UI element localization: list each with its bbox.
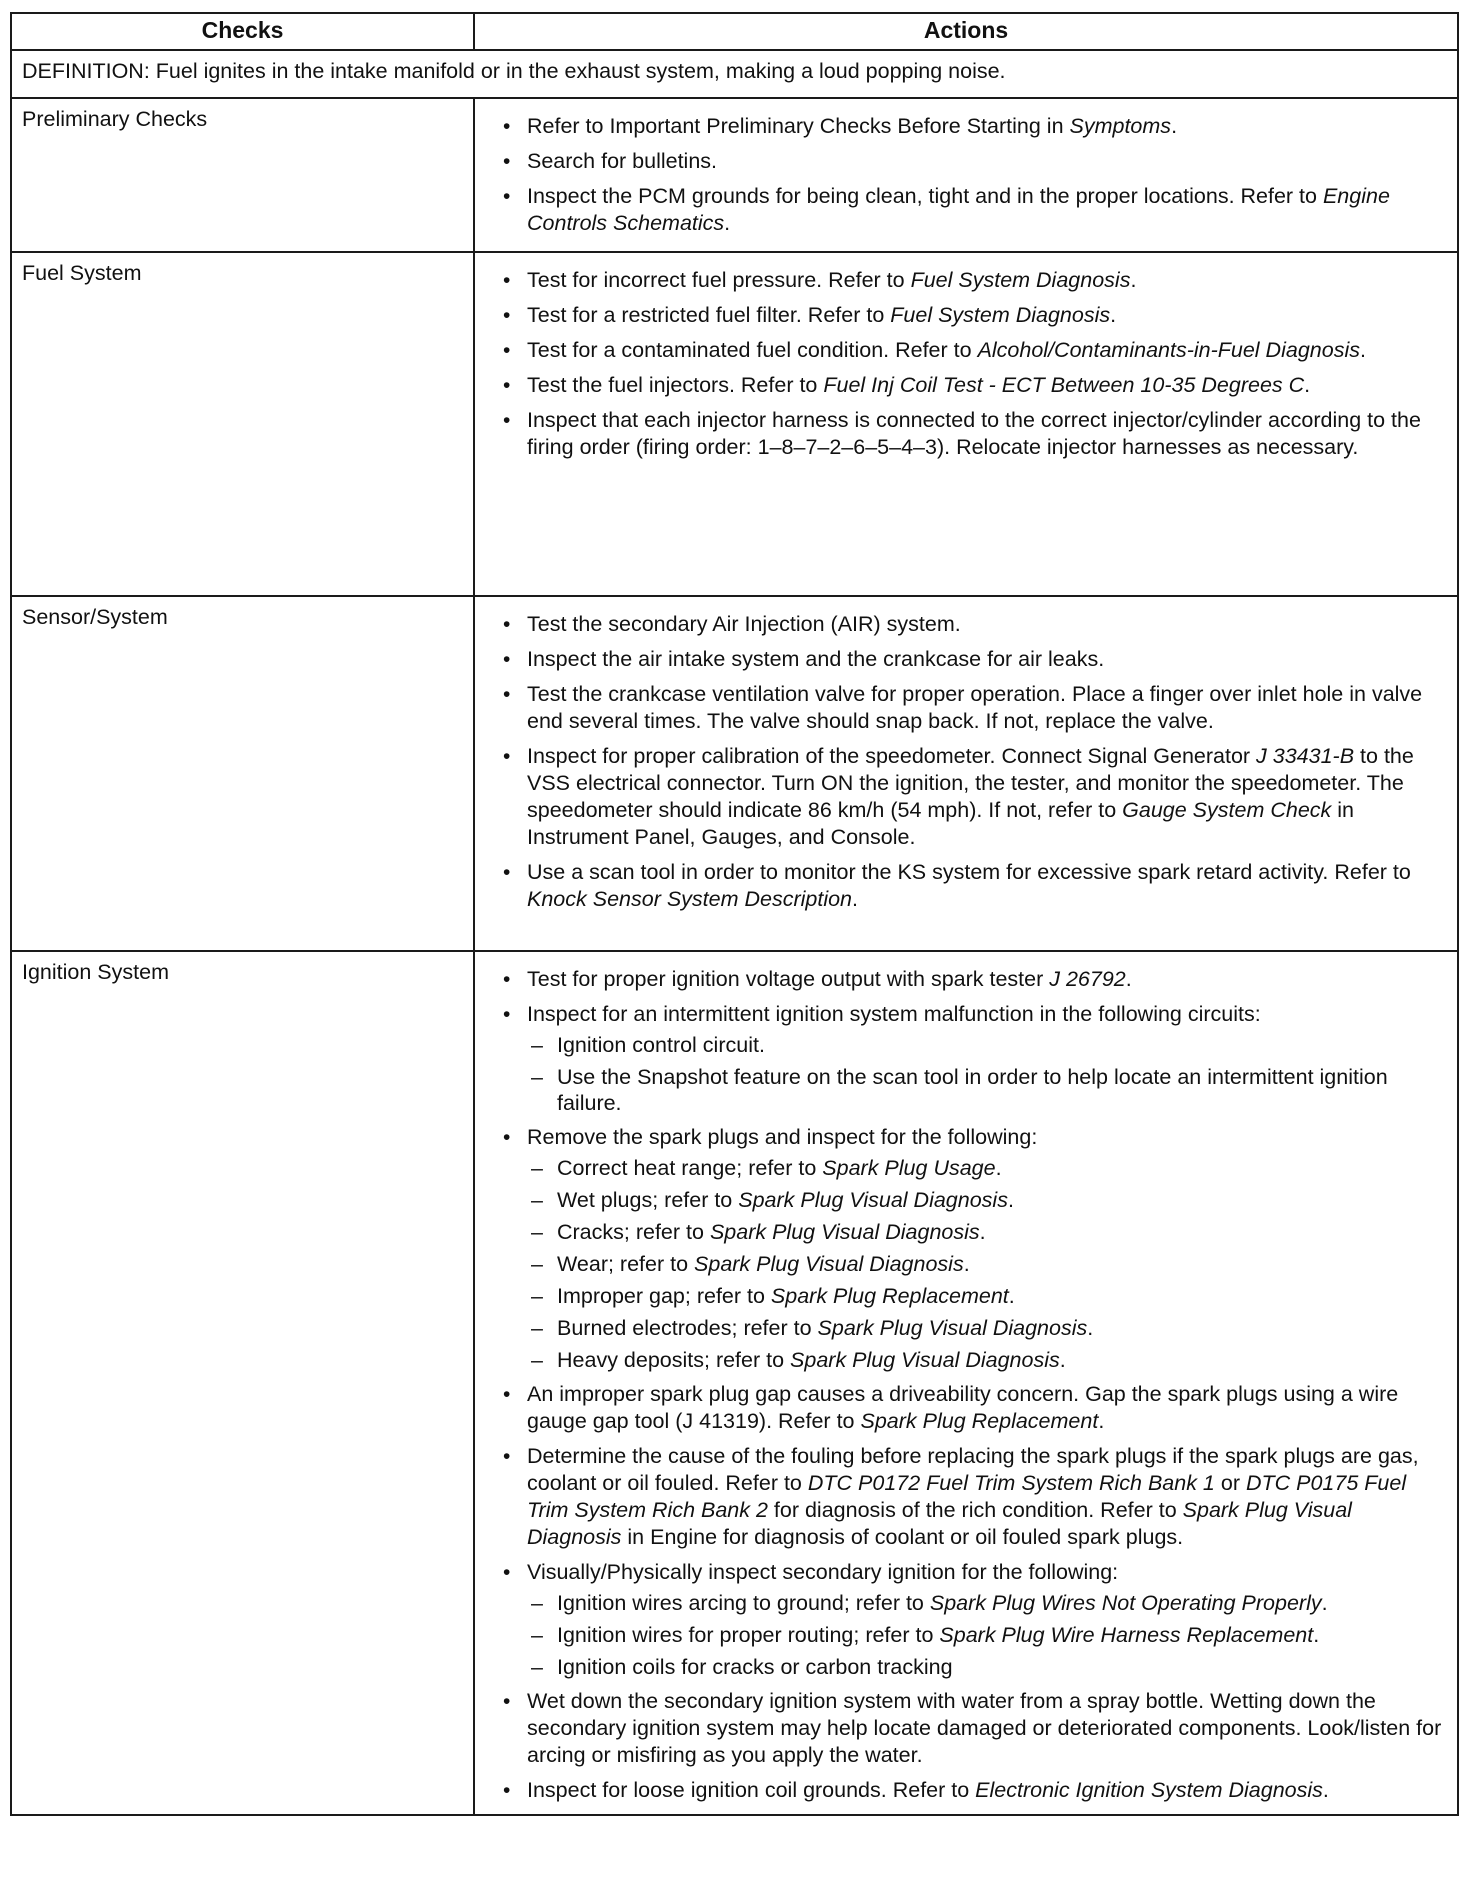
check-cell: Preliminary Checks	[11, 98, 474, 252]
action-text: Inspect for an intermittent ignition system malfunction in the following circuits:	[527, 1002, 1261, 1026]
action-text: in Instrument Panel, Gauges, and Console.	[527, 798, 1354, 849]
action-text: Inspect for loose ignition coil grounds. Refer to	[527, 1778, 976, 1802]
action-item	[499, 113, 1449, 140]
action-text: Determine the cause of the fouling before replacing the spark plugs if the spark plugs are gas, coolant or oil fouled. Refer to	[527, 1444, 1419, 1495]
sub-action-item	[527, 1219, 1449, 1245]
action-text: Test for incorrect fuel pressure. Refer to	[527, 268, 911, 292]
action-item	[499, 859, 1449, 913]
sub-action-item	[527, 1064, 1449, 1116]
action-text: for diagnosis of the rich condition. Refer to	[767, 1498, 1183, 1522]
action-item	[499, 183, 1449, 237]
action-text: Wear; refer to	[557, 1252, 695, 1276]
action-text: Visually/Physically inspect secondary ignition for the following:	[527, 1560, 1119, 1584]
action-text: or	[1214, 1471, 1246, 1495]
reference-link-text: J 33431-B	[1256, 744, 1355, 768]
reference-link-text: Electronic Ignition System Diagnosis	[975, 1778, 1323, 1802]
reference-link-text: Knock Sensor System Description	[527, 887, 853, 911]
checks-column-header: Checks	[11, 13, 474, 50]
sub-action-item	[527, 1590, 1449, 1616]
diagnostic-table-container	[10, 12, 1457, 1816]
sub-action-item	[527, 1155, 1449, 1181]
check-cell: Sensor/System	[11, 596, 474, 951]
sub-action-item	[527, 1187, 1449, 1213]
reference-link-text: Gauge System Check	[1122, 798, 1332, 822]
action-item	[499, 743, 1449, 851]
action-text: .	[995, 1156, 1002, 1180]
action-item	[499, 646, 1449, 673]
action-text: Inspect the PCM grounds for being clean, tight and in the proper locations. Refer to	[527, 184, 1323, 208]
action-text: Test for proper ignition voltage output with spark tester	[527, 967, 1050, 991]
action-text: Improper gap; refer to	[557, 1284, 771, 1308]
sub-action-item	[527, 1283, 1449, 1309]
action-text: .	[1125, 967, 1132, 991]
action-item	[499, 1559, 1449, 1680]
action-item	[499, 1443, 1449, 1551]
sub-action-item	[527, 1032, 1449, 1058]
reference-link-text: Fuel System Diagnosis	[910, 268, 1131, 292]
action-text: Test for a restricted fuel filter. Refer to	[527, 303, 891, 327]
action-text: Remove the spark plugs and inspect for the following:	[527, 1125, 1038, 1149]
action-text: Test the secondary Air Injection (AIR) system.	[527, 612, 961, 636]
action-item	[499, 1381, 1449, 1435]
actions-cell	[474, 252, 1458, 596]
action-item	[499, 337, 1449, 364]
action-text: .	[1359, 338, 1366, 362]
definition-row	[11, 50, 1458, 98]
reference-link-text: Spark Plug Replacement	[770, 1284, 1009, 1308]
action-text: .	[1007, 1188, 1014, 1212]
action-text: .	[1110, 303, 1117, 327]
sub-action-list	[527, 1032, 1449, 1116]
actions-column-header: Actions	[474, 13, 1458, 50]
check-cell: Fuel System	[11, 252, 474, 596]
action-list	[499, 966, 1449, 1804]
action-text: Wet plugs; refer to	[557, 1188, 739, 1212]
definition-text: DEFINITION: Fuel ignites in the intake manifold or in the exhaust system, making a loud popping noise.	[11, 50, 1458, 98]
action-text: Cracks; refer to	[557, 1220, 710, 1244]
action-text: .	[724, 211, 731, 235]
reference-link-text: Symptoms	[1069, 114, 1172, 138]
table-row	[11, 252, 1458, 596]
action-text: Search for bulletins.	[527, 149, 718, 173]
reference-link-text: Engine Controls Schematics	[527, 184, 1390, 235]
table-row	[11, 951, 1458, 1815]
action-item	[499, 267, 1449, 294]
action-text: Wet down the secondary ignition system with water from a spray bottle. Wetting down the secondary ignition system may help locate damaged or deteriorated components. Look/listen for arcing or misfiring as you apply the water.	[527, 1689, 1442, 1767]
action-text: Use the Snapshot feature on the scan tool in order to help locate an intermittent ignition failure.	[557, 1065, 1388, 1115]
reference-link-text: Alcohol/Contaminants-in-Fuel Diagnosis	[977, 338, 1360, 362]
reference-link-text: Spark Plug Visual Diagnosis	[709, 1220, 980, 1244]
action-item	[499, 1124, 1449, 1373]
reference-link-text: Spark Plug Usage	[822, 1156, 996, 1180]
reference-link-text: Spark Plug Visual Diagnosis	[694, 1252, 964, 1276]
sub-action-list	[527, 1155, 1449, 1373]
sub-action-item	[527, 1347, 1449, 1373]
diagnostic-table	[10, 12, 1459, 1816]
action-item	[499, 681, 1449, 735]
action-text: Inspect that each injector harness is connected to the correct injector/cylinder according to the firing order (firing order: 1–8–7–2–6–5–4–3). Relocate injector harnesses as necessary.	[527, 408, 1421, 459]
check-cell: Ignition System	[11, 951, 474, 1815]
action-text: .	[1059, 1348, 1066, 1372]
actions-cell	[474, 951, 1458, 1815]
reference-link-text: J 26792	[1049, 967, 1126, 991]
action-text: .	[979, 1220, 986, 1244]
action-text: An improper spark plug gap causes a driveability concern. Gap the spark plugs using a wire gauge gap tool (J 41319). Refer to	[527, 1382, 1399, 1433]
action-text: to the VSS electrical connector. Turn ON the ignition, the tester, and monitor the speedometer. The speedometer should indicate 86 km/h (54 mph). If not, refer to	[527, 744, 1414, 822]
reference-link-text: Fuel System Diagnosis	[890, 303, 1111, 327]
action-text: Use a scan tool in order to monitor the KS system for excessive spark retard activity. Refer to	[527, 860, 1411, 884]
action-text: .	[963, 1252, 970, 1276]
reference-link-text: Spark Plug Visual Diagnosis	[817, 1316, 1088, 1340]
sub-action-item	[527, 1251, 1449, 1277]
action-text: Refer to Important Preliminary Checks Before Starting in	[527, 114, 1070, 138]
action-list	[499, 611, 1449, 913]
action-item	[499, 407, 1449, 461]
action-text: Ignition coils for cracks or carbon tracking	[557, 1655, 953, 1679]
action-text: .	[1087, 1316, 1094, 1340]
reference-link-text: Spark Plug Wire Harness Replacement	[939, 1623, 1314, 1647]
action-text: .	[1313, 1623, 1320, 1647]
action-text: .	[1008, 1284, 1015, 1308]
action-text: Ignition wires arcing to ground; refer to	[557, 1591, 930, 1615]
actions-cell	[474, 596, 1458, 951]
action-text: Test for a contaminated fuel condition. Refer to	[527, 338, 978, 362]
action-item	[499, 611, 1449, 638]
actions-cell	[474, 98, 1458, 252]
action-text: .	[1321, 1591, 1328, 1615]
reference-link-text: DTC P0172 Fuel Trim System Rich Bank 1	[807, 1471, 1215, 1495]
reference-link-text: Spark Plug Replacement	[860, 1409, 1099, 1433]
sub-action-item	[527, 1654, 1449, 1680]
action-text: Test the crankcase ventilation valve for proper operation. Place a finger over inlet hole in valve end several times. The valve should snap back. If not, replace the valve.	[527, 682, 1423, 733]
sub-action-item	[527, 1315, 1449, 1341]
reference-link-text: Spark Plug Wires Not Operating Properly	[929, 1591, 1322, 1615]
action-item	[499, 302, 1449, 329]
action-item	[499, 372, 1449, 399]
reference-link-text: Spark Plug Visual Diagnosis	[790, 1348, 1060, 1372]
reference-link-text: Spark Plug Visual Diagnosis	[527, 1498, 1352, 1549]
action-text: .	[1098, 1409, 1105, 1433]
reference-link-text: Fuel Inj Coil Test - ECT Between 10-35 Degrees C	[823, 373, 1305, 397]
action-item	[499, 1777, 1449, 1804]
action-item	[499, 1001, 1449, 1116]
action-text: Ignition wires for proper routing; refer to	[557, 1623, 940, 1647]
header-row	[11, 13, 1458, 50]
action-text: Burned electrodes; refer to	[557, 1316, 818, 1340]
action-text: .	[1322, 1778, 1329, 1802]
reference-link-text: Spark Plug Visual Diagnosis	[738, 1188, 1008, 1212]
action-text: .	[1171, 114, 1178, 138]
table-row	[11, 98, 1458, 252]
sub-action-list	[527, 1590, 1449, 1680]
action-text: Inspect for proper calibration of the speedometer. Connect Signal Generator	[527, 744, 1257, 768]
sub-action-item	[527, 1622, 1449, 1648]
table-row	[11, 596, 1458, 951]
action-text: Correct heat range; refer to	[557, 1156, 823, 1180]
reference-link-text: DTC P0175 Fuel Trim System Rich Bank 2	[527, 1471, 1407, 1522]
action-item	[499, 966, 1449, 993]
action-text: .	[1304, 373, 1311, 397]
action-text: Ignition control circuit.	[557, 1033, 765, 1057]
action-list	[499, 267, 1449, 461]
action-text: in Engine for diagnosis of coolant or oil fouled spark plugs.	[621, 1525, 1184, 1549]
action-list	[499, 113, 1449, 237]
action-item	[499, 148, 1449, 175]
action-text: Inspect the air intake system and the crankcase for air leaks.	[527, 647, 1105, 671]
action-text: .	[1130, 268, 1137, 292]
action-text: Heavy deposits; refer to	[557, 1348, 791, 1372]
action-item	[499, 1688, 1449, 1769]
action-text: .	[852, 887, 859, 911]
action-text: Test the fuel injectors. Refer to	[527, 373, 824, 397]
